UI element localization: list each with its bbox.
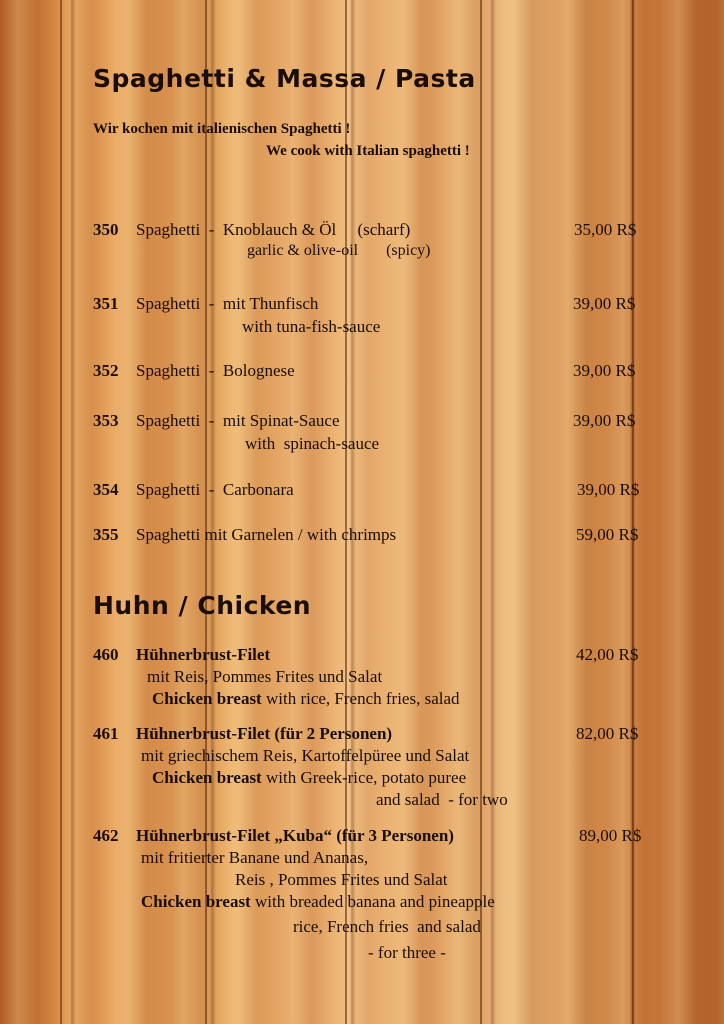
item-number: 352 [93, 361, 119, 380]
item-subtitle: with tuna-fish-sauce [242, 317, 381, 336]
wood-seam [480, 0, 482, 1024]
item-name: Spaghetti - mit Spinat-Sauce [136, 411, 340, 430]
item-price: 39,00 R$ [573, 294, 636, 313]
item-description-german-cont: Reis , Pommes Frites und Salat [235, 870, 448, 889]
item-highlight: Chicken breast [152, 768, 262, 787]
item-name: Spaghetti mit Garnelen / with chrimps [136, 525, 397, 544]
item-price: 42,00 R$ [576, 645, 639, 664]
item-number: 350 [93, 220, 119, 239]
item-price: 39,00 R$ [573, 411, 636, 430]
item-name: Spaghetti - mit Thunfisch [136, 294, 319, 313]
pasta-intro-german: Wir kochen mit italienischen Spaghetti ! [93, 121, 351, 137]
item-description-german: mit griechischem Reis, Kartoffelpüree und Salat [141, 746, 470, 765]
item-name: Hühnerbrust-Filet (für 2 Personen) [136, 724, 393, 743]
wood-seam [205, 0, 207, 1024]
item-price: 89,00 R$ [579, 826, 642, 845]
item-subtitle: garlic & olive-oil (spicy) [247, 242, 431, 259]
item-description-german: mit fritierter Banane und Ananas, [141, 848, 369, 867]
item-number: 460 [93, 645, 119, 664]
item-highlight: Chicken breast [152, 689, 262, 708]
item-price: 82,00 R$ [576, 724, 639, 743]
item-highlight: Chicken breast [141, 892, 251, 911]
item-serving-note: - for three - [368, 943, 446, 962]
pasta-section-title: Spaghetti & Massa / Pasta [93, 64, 476, 93]
item-number: 351 [93, 294, 119, 313]
item-description-german: mit Reis, Pommes Frites und Salat [147, 667, 383, 686]
item-description-english-cont: rice, French fries and salad [293, 917, 481, 936]
item-description-text: with breaded banana and pineapple [250, 892, 495, 911]
item-number: 462 [93, 826, 119, 845]
item-number: 355 [93, 525, 119, 544]
item-description-english [152, 768, 466, 788]
item-description-text: with rice, French fries, salad [261, 689, 460, 708]
item-name: Hühnerbrust-Filet „Kuba“ (für 3 Personen) [136, 826, 454, 845]
item-name: Hühnerbrust-Filet [136, 645, 271, 664]
item-description-english [141, 892, 495, 912]
item-description-text: with Greek-rice, potato puree [261, 768, 467, 787]
item-description-english [152, 689, 460, 709]
item-price: 59,00 R$ [576, 525, 639, 544]
chicken-section-title: Huhn / Chicken [93, 591, 312, 620]
item-price: 39,00 R$ [573, 361, 636, 380]
item-name: Spaghetti - Carbonara [136, 480, 294, 499]
item-price: 39,00 R$ [577, 480, 640, 499]
item-name: Spaghetti - Bolognese [136, 361, 295, 380]
item-description-english-cont: and salad - for two [376, 790, 508, 809]
wood-seam [60, 0, 62, 1024]
item-price: 35,00 R$ [574, 220, 637, 239]
wood-seam [632, 0, 634, 1024]
item-subtitle: with spinach-sauce [245, 434, 380, 453]
item-name: Spaghetti - Knoblauch & Öl (scharf) [136, 220, 411, 239]
item-number: 353 [93, 411, 119, 430]
item-number: 354 [93, 480, 119, 499]
item-number: 461 [93, 724, 119, 743]
pasta-intro-english: We cook with Italian spaghetti ! [266, 143, 470, 159]
